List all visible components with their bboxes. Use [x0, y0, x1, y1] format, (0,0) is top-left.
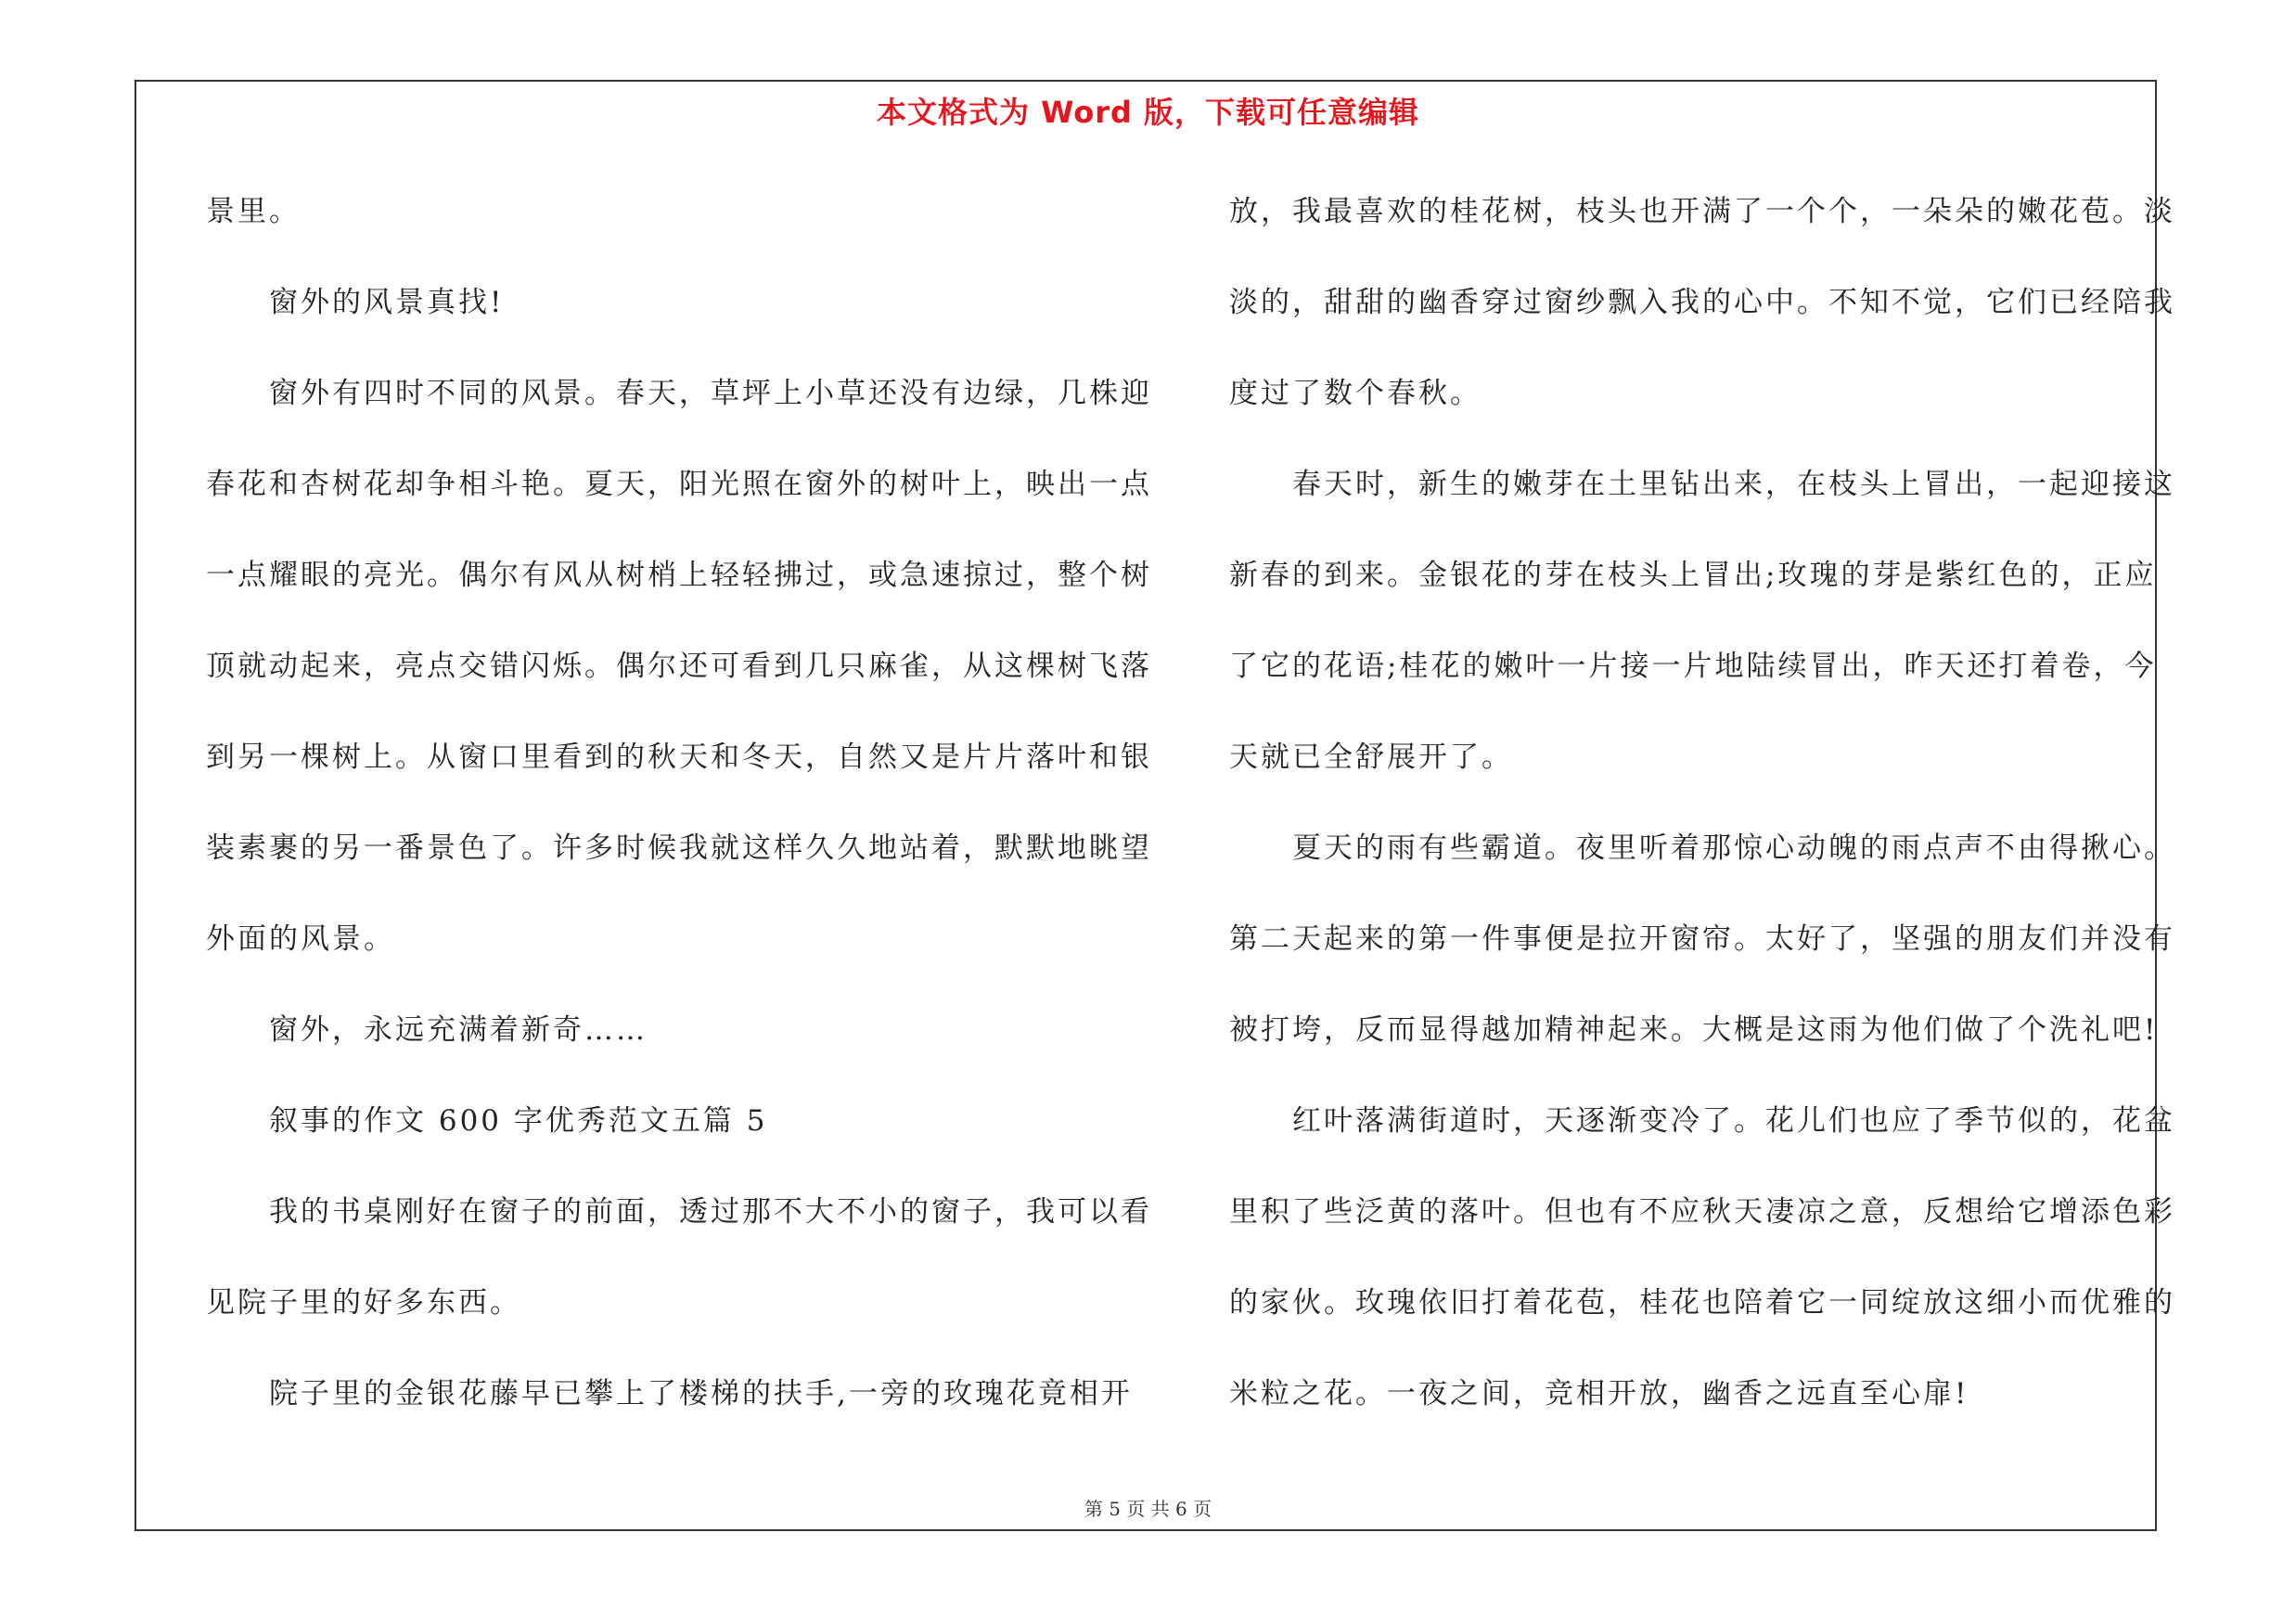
text-line: 景里。	[206, 195, 301, 228]
text-line: 米粒之花。一夜之间，竞相开放，幽香之远直至心扉!	[1229, 1377, 1969, 1410]
text-line: 院子里的金银花藤早已攀上了楼梯的扶手,一旁的玫瑰花竟相开	[269, 1377, 1133, 1410]
text-line: 被打垮，反而显得越加精神起来。大概是这雨为他们做了个洗礼吧!	[1229, 1013, 2159, 1047]
text-line: 窗外有四时不同的风景。春天，草坪上小草还没有边绿，几株迎	[269, 377, 1152, 410]
left-column	[206, 184, 1152, 1457]
right-column	[1229, 184, 2175, 1457]
text-line: 到另一棵树上。从窗口里看到的秋天和冬天，自然又是片片落叶和银	[206, 741, 1152, 774]
text-line: 一点耀眼的亮光。偶尔有风从树梢上轻轻拂过，或急速掠过，整个树	[206, 559, 1152, 592]
header-banner: 本文格式为 Word 版，下载可任意编辑	[876, 95, 1420, 130]
page-footer: 第 5 页 共 6 页	[1084, 1498, 1212, 1520]
text-line: 淡的，甜甜的幽香穿过窗纱飘入我的心中。不知不觉，它们已经陪我	[1229, 286, 2175, 319]
text-line: 里积了些泛黄的落叶。但也有不应秋天凄凉之意，反想给它增添色彩	[1229, 1195, 2175, 1229]
text-line: 春花和杏树花却争相斗艳。夏天，阳光照在窗外的树叶上，映出一点	[206, 468, 1152, 501]
text-line: 新春的到来。金银花的芽在枝头上冒出;玫瑰的芽是紫红色的，正应	[1229, 559, 2157, 592]
text-line: 见院子里的好多东西。	[206, 1286, 521, 1320]
text-line: 顶就动起来，亮点交错闪烁。偶尔还可看到几只麻雀，从这棵树飞落	[206, 650, 1152, 683]
text-line: 装素裹的另一番景色了。许多时候我就这样久久地站着，默默地眺望	[206, 831, 1152, 865]
text-line: 叙事的作文 600 字优秀范文五篇 5	[269, 1104, 768, 1138]
text-line: 红叶落满街道时，天逐渐变冷了。花儿们也应了季节似的，花盆	[1292, 1104, 2175, 1138]
text-line: 放，我最喜欢的桂花树，枝头也开满了一个个，一朵朵的嫩花苞。淡	[1229, 195, 2175, 228]
text-line: 天就已全舒展开了。	[1229, 741, 1513, 774]
text-line: 的家伙。玫瑰依旧打着花苞，桂花也陪着它一同绽放这细小而优雅的	[1229, 1286, 2175, 1320]
text-line: 度过了数个春秋。	[1229, 377, 1481, 410]
text-line: 外面的风景。	[206, 922, 395, 956]
text-line: 窗外，永远充满着新奇……	[269, 1013, 648, 1047]
text-line: 第二天起来的第一件事便是拉开窗帘。太好了，坚强的朋友们并没有	[1229, 922, 2175, 956]
text-line: 了它的花语;桂花的嫩叶一片接一片地陆续冒出，昨天还打着卷，今	[1229, 650, 2157, 683]
text-line: 窗外的风景真找!	[269, 286, 505, 319]
text-line: 春天时，新生的嫩芽在土里钻出来，在枝头上冒出，一起迎接这	[1292, 468, 2175, 501]
text-line: 我的书桌刚好在窗子的前面，透过那不大不小的窗子，我可以看	[269, 1195, 1152, 1229]
text-line: 夏天的雨有些霸道。夜里听着那惊心动魄的雨点声不由得揪心。	[1292, 831, 2175, 865]
